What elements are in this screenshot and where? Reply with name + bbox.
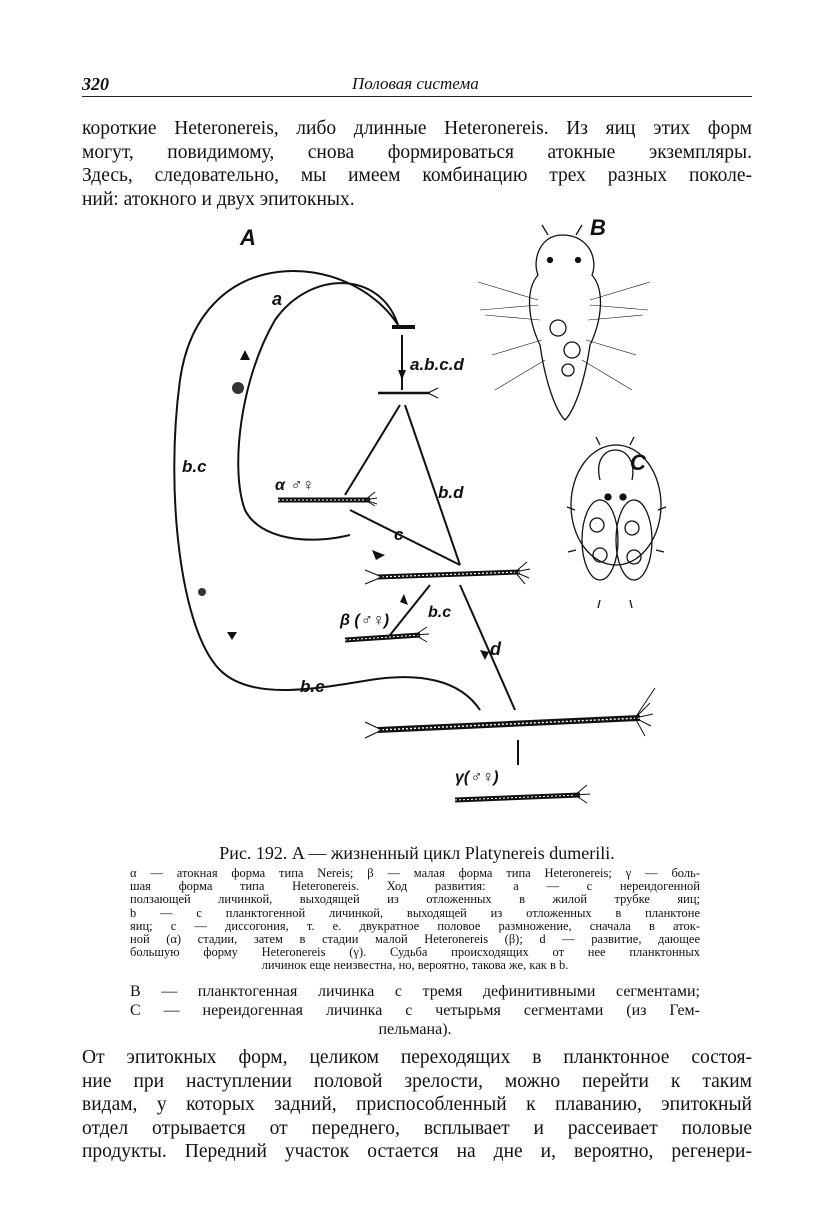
text-line: ние при наступлении половой зрелости, можно перейти к таким xyxy=(82,1070,752,1092)
cycle-arrows xyxy=(174,271,518,765)
top-paragraph xyxy=(82,117,752,211)
larva-b xyxy=(478,225,650,420)
label-path-a: a xyxy=(272,289,283,309)
label-beta: β (♂♀) xyxy=(340,612,390,629)
caption-line: яиц; c — диссогония, т. е. двукратное половое размножение, сначала в аток- xyxy=(130,918,700,933)
larva-c xyxy=(567,437,666,608)
arrowhead xyxy=(240,350,250,360)
organisms xyxy=(198,225,666,803)
figure-caption-bc xyxy=(130,982,700,1039)
label-c-upper: C xyxy=(630,450,646,475)
caption-line: большую форму Heteronereis (γ). Судьба происходящих от нее планктонных xyxy=(130,945,700,960)
figure-caption-title: Рис. 192. A — жизненный цикл Platynereis dumerili. xyxy=(219,843,615,863)
path-to-alpha xyxy=(345,405,400,495)
label-bd: b.d xyxy=(438,483,464,502)
big-heteronereis xyxy=(365,688,655,738)
figure-caption-legend xyxy=(130,867,700,973)
caption-line: b — с планктогенной личинкой, выходящей из отложенных в планктоне xyxy=(130,905,700,920)
text-line: короткие Heteronereis, либо длинные Heteronereis. Из яиц этих форм xyxy=(82,118,752,139)
caption-line: C — нереидогенная личинка с четырьмя сегментами (из Гем- xyxy=(130,1002,700,1019)
gamma-worm xyxy=(455,785,590,803)
label-bc-left: b.c xyxy=(182,457,207,476)
label-gamma: γ(♂♀) xyxy=(455,769,499,786)
text-line: Здесь, следовательно, мы имеем комбинацию трех разных поколе- xyxy=(82,165,752,186)
caption-line: ползающей личинкой, выходящей из отложенных в жилой трубке яиц; xyxy=(130,892,700,907)
larva-dot xyxy=(232,382,244,394)
caption-line: ной (α) стадии, затем в стадии малой Heteronereis (β); d — развитие, дающее xyxy=(130,932,700,947)
label-alpha: α ♂♀ xyxy=(275,477,314,494)
label-b-upper: B xyxy=(590,215,606,240)
arrowhead xyxy=(398,370,406,380)
caption-line: B — планктогенная личинка с тремя дефинитивными сегментами; xyxy=(130,983,700,1000)
caption-line: личинок еще неизвестна, но, вероятно, такова же, как в b. xyxy=(261,958,569,973)
running-title: Половая система xyxy=(352,74,479,93)
page-header xyxy=(82,72,752,97)
label-a-upper: A xyxy=(240,225,256,250)
text-line: От эпитокных форм, целиком переходящих в планктонное состоя- xyxy=(82,1047,752,1068)
alpha-worm xyxy=(278,492,377,506)
path-d xyxy=(460,585,515,710)
label-d-path: d xyxy=(490,639,501,659)
text-line: могут, повидимому, снова формироваться атокные экземпляры. xyxy=(82,141,752,163)
arrowhead xyxy=(227,632,237,640)
caption-line: α — атокная форма типа Nereis; β — малая форма типа Heteronereis; γ — боль- xyxy=(130,866,700,880)
label-bc-mid: b.c xyxy=(428,604,452,621)
text-line: видам, у которых задний, приспособленный к плаванию, эпитокный xyxy=(82,1094,752,1115)
beta-worm xyxy=(345,627,429,642)
label-abcd: a.b.c.d xyxy=(410,355,464,374)
path-to-beta xyxy=(390,585,430,635)
text-line: продукты. Передний участок остается на дне и, вероятно, регенери- xyxy=(82,1141,752,1162)
arrowhead xyxy=(372,550,385,560)
arrowhead xyxy=(480,650,489,660)
atokous-adult xyxy=(378,388,438,398)
caption-line: шая форма типа Heteronereis. Ход развития: a — с нереидогенной xyxy=(130,879,700,894)
life-cycle-figure xyxy=(160,210,690,830)
mid-heteronereis xyxy=(365,562,530,584)
text-line: отдел отрывается от переднего, всплывает и рассеивает половые xyxy=(82,1117,752,1139)
label-bc-bottom: b.c xyxy=(300,677,325,696)
label-c-path: c xyxy=(394,525,404,544)
bottom-paragraph xyxy=(82,1046,752,1164)
larva-dot xyxy=(198,588,206,596)
arrowhead xyxy=(400,594,408,605)
text-line: ний: атокного и двух эпитокных. xyxy=(82,188,355,210)
caption-line: пельмана). xyxy=(378,1021,452,1038)
page-number: 320 xyxy=(82,74,109,94)
